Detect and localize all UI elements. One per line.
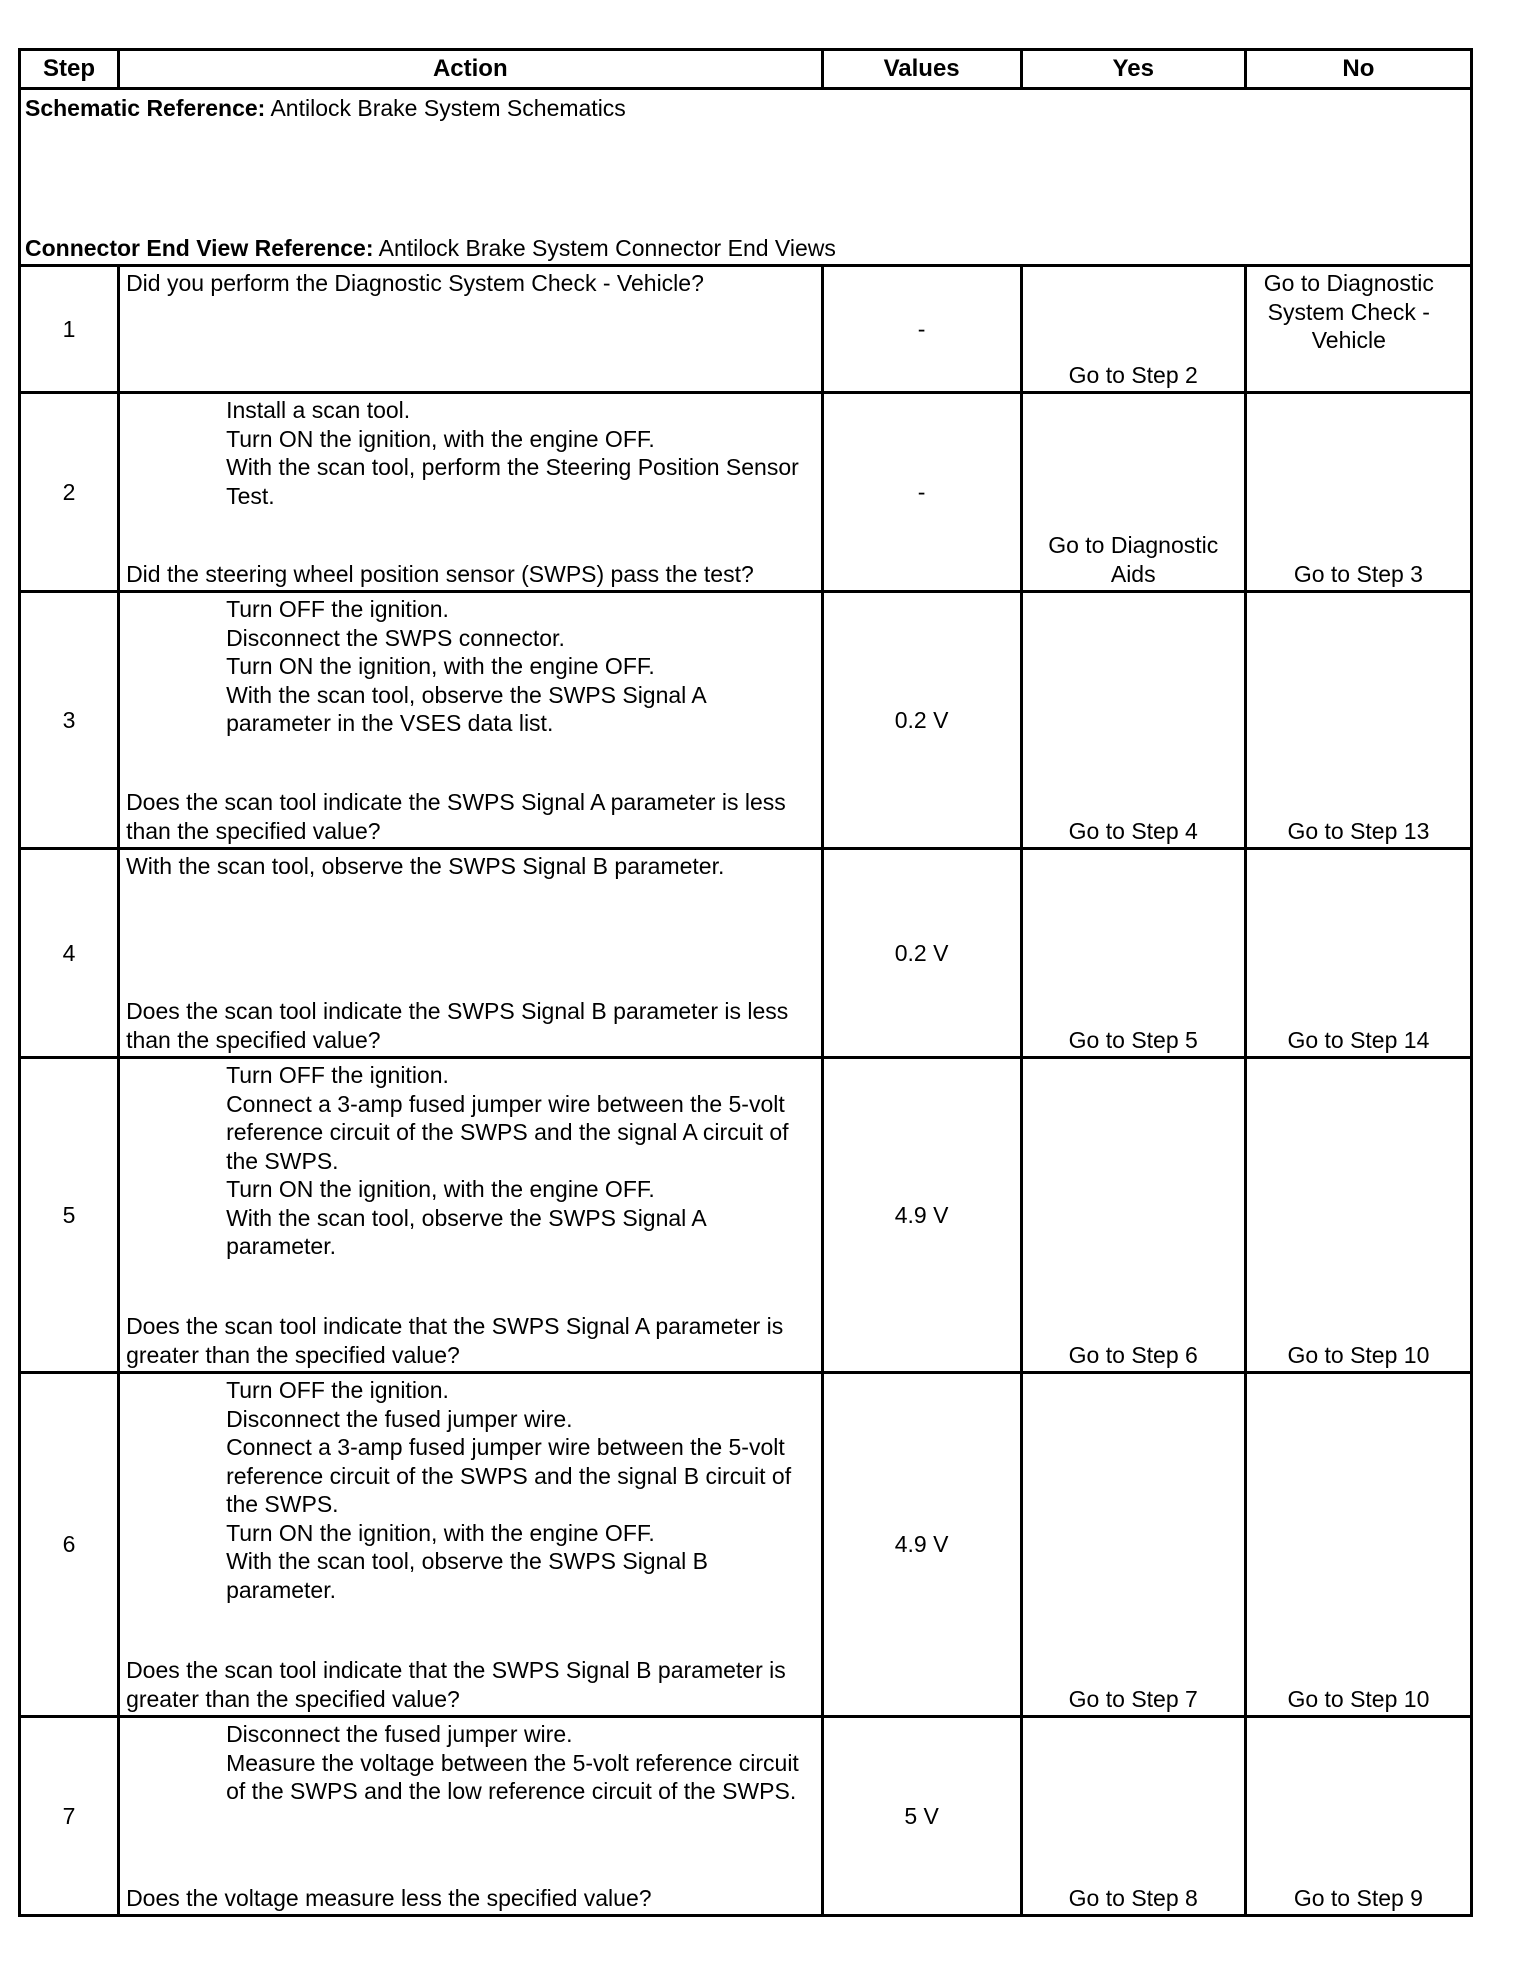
yes-outcome[interactable]: Go to Step 8 [1021,1717,1245,1916]
substep: Connect a 3-amp fused jumper wire between the 5-volt reference circuit of the SWPS and the signal A circuit of the SWPS. [226,1090,789,1174]
value-cell: 4.9 V [822,1373,1021,1717]
step-number: 5 [20,1058,119,1373]
no-outcome[interactable]: Go to Step 13 [1245,592,1471,849]
reference-row [20,89,1472,266]
action-cell [119,1717,822,1916]
table-row [20,849,1472,1058]
value-cell: 5 V [822,1717,1021,1916]
step-number: 2 [20,393,119,592]
table-row [20,1058,1472,1373]
connector-reference-label: Connector End View Reference: [25,234,374,261]
step-number: 1 [20,266,119,393]
no-outcome-text: Go to Diagnostic System Check - Vehicle [1263,270,1434,353]
step-number: 4 [20,849,119,1058]
schematic-reference-link[interactable]: Antilock Brake System Schematics [265,95,626,121]
action-question: Does the voltage measure less the specified value? [126,1884,652,1911]
value-cell: - [822,266,1021,393]
header-step: Step [20,50,119,89]
action-question: Does the scan tool indicate the SWPS Signal B parameter is less than the specified value? [126,998,789,1053]
substep: Turn ON the ignition, with the engine OFF. [226,653,655,679]
action-question: Did the steering wheel position sensor (SWPS) pass the test? [126,560,754,587]
step-number: 7 [20,1717,119,1916]
no-outcome[interactable]: Go to Step 14 [1245,849,1471,1058]
yes-outcome[interactable]: Go to Step 6 [1021,1058,1245,1373]
no-outcome[interactable]: Go to Step 3 [1245,393,1471,592]
header-no: No [1245,50,1471,89]
table-row [20,266,1472,393]
action-instruction: With the scan tool, observe the SWPS Signal B parameter. [126,853,725,879]
schematic-reference [25,94,1466,123]
action-substeps [126,1376,814,1604]
action-cell [119,393,822,592]
action-question: Does the scan tool indicate the SWPS Signal A parameter is less than the specified value? [126,789,786,844]
table-row [20,1373,1472,1717]
yes-outcome[interactable]: Go to Step 2 [1021,266,1245,393]
yes-outcome-text: Go to Diagnostic Aids [1048,532,1219,587]
action-cell [119,1058,822,1373]
no-outcome[interactable]: Go to Step 10 [1245,1373,1471,1717]
table-row [20,592,1472,849]
connector-reference [25,234,836,263]
connector-reference-link[interactable]: Antilock Brake System Connector End Views [373,234,836,261]
action-question: Did you perform the Diagnostic System Check - Vehicle? [126,270,704,296]
action-question: Does the scan tool indicate that the SWPS Signal A parameter is greater than the specified value? [126,1313,784,1368]
header-values: Values [822,50,1021,89]
table-row [20,1717,1472,1916]
substep: Turn OFF the ignition. [226,1062,449,1088]
step-number: 3 [20,592,119,849]
header-yes: Yes [1021,50,1245,89]
step-number: 6 [20,1373,119,1717]
substep: Disconnect the SWPS connector. [226,624,565,651]
schematic-reference-label: Schematic Reference: [25,95,266,121]
substep: With the scan tool, observe the SWPS Signal A parameter in the VSES data list. [226,681,706,736]
table-row [20,393,1472,592]
no-outcome[interactable]: Go to Step 10 [1245,1058,1471,1373]
action-cell [119,266,822,393]
substep: Measure the voltage between the 5-volt reference circuit of the SWPS and the low reference circuit of the SWPS. [226,1749,799,1804]
reference-cell [20,89,1472,266]
header-action: Action [119,50,822,89]
substep: Install a scan tool. [226,397,411,423]
yes-outcome[interactable]: Go to Step 5 [1021,849,1245,1058]
substep: Turn ON the ignition, with the engine OFF. [226,1176,655,1202]
yes-outcome[interactable]: Go to Step 4 [1021,592,1245,849]
no-outcome[interactable]: Go to Step 9 [1245,1717,1471,1916]
substep: With the scan tool, observe the SWPS Signal B parameter. [226,1548,709,1603]
action-substeps [126,396,814,510]
substep: Disconnect the fused jumper wire. [226,1405,573,1432]
value-cell: 0.2 V [822,592,1021,849]
action-cell [119,849,822,1058]
substep: Turn OFF the ignition. [226,1377,449,1403]
value-cell: - [822,393,1021,592]
diagnostic-table [18,48,1473,1917]
action-substeps [126,595,814,738]
yes-outcome[interactable] [1021,393,1245,592]
value-cell: 0.2 V [822,849,1021,1058]
header-row [20,50,1472,89]
substep: Turn ON the ignition, with the engine OFF. [226,425,655,452]
action-substeps [126,1720,814,1806]
substep: With the scan tool, observe the SWPS Signal A parameter. [226,1204,706,1259]
substep: Turn OFF the ignition. [226,596,449,622]
yes-outcome[interactable]: Go to Step 7 [1021,1373,1245,1717]
value-cell: 4.9 V [822,1058,1021,1373]
action-question: Does the scan tool indicate that the SWPS Signal B parameter is greater than the specified value? [126,1657,786,1712]
action-cell [119,1373,822,1717]
substep: Turn ON the ignition, with the engine OFF. [226,1519,655,1546]
action-cell [119,592,822,849]
substep: With the scan tool, perform the Steering Position Sensor Test. [226,454,799,509]
no-outcome[interactable] [1245,266,1471,393]
action-substeps [126,1061,814,1261]
substep: Connect a 3-amp fused jumper wire between the 5-volt reference circuit of the SWPS and the signal B circuit of the SWPS. [226,1434,792,1517]
substep: Disconnect the fused jumper wire. [226,1721,573,1747]
